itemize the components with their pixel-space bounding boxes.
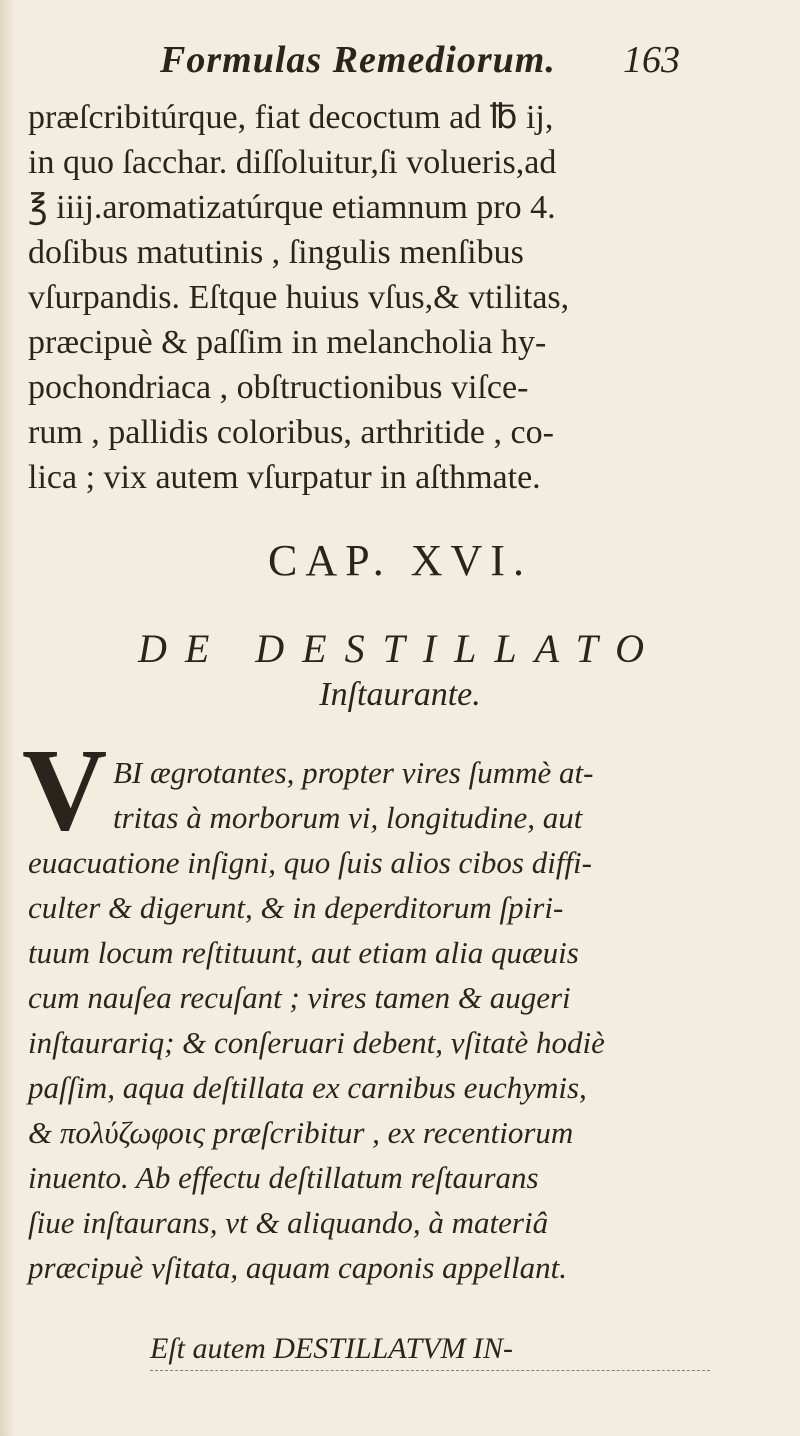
text-line: pochondriaca , obſtructionibus viſce- [28, 369, 529, 406]
text-line: doſibus matutinis , ſingulis menſibus [28, 234, 524, 271]
text-line: & πολύζωφοις præſcribitur , ex recentiorum [28, 1115, 574, 1150]
text-line: inuento. Ab effectu deſtillatum reſtaurans [28, 1160, 539, 1195]
chapter-title: DE DESTILLATO [137, 626, 663, 671]
text-line: ℥ iiij.aromatizatúrque etiamnum pro 4. [28, 189, 556, 226]
running-title: Formulas Remediorum. [160, 39, 556, 81]
text-line: inſtaurariq; & conſeruari debent, vſitatè hodiè [28, 1025, 605, 1060]
page-number: 163 [623, 39, 680, 81]
text-line: rum , pallidis coloribus, arthritide , co- [28, 414, 554, 451]
chapter-subtitle: Inſtaurante. [319, 676, 481, 713]
drop-cap: V [22, 724, 108, 855]
text-line: BI ægrotantes, propter vires ſummè at- [113, 755, 594, 790]
text-line: ſiue inſtaurans, vt & aliquando, à materiâ [28, 1205, 549, 1240]
text-line: lica ; vix autem vſurpatur in aſthmate. [28, 459, 541, 496]
chapter-paragraph [28, 750, 738, 1290]
text-line: præcipuè vſitata, aquam caponis appellant. [28, 1250, 568, 1285]
text-line: cum nauſea recuſant ; vires tamen & augeri [28, 980, 571, 1015]
text-line: culter & digerunt, & in deperditorum ſpiri- [28, 890, 564, 925]
text-line: in quo ſacchar. diſſoluitur,ſi volueris,ad [28, 144, 557, 181]
text-line: euacuatione inſigni, quo ſuis alios cibos diffi- [28, 845, 592, 880]
text-line: tuum locum reſtituunt, aut etiam alia quæuis [28, 935, 579, 970]
text-line: præcipuè & paſſim in melancholia hy- [28, 324, 547, 361]
text-line: vſurpandis. Eſtque huius vſus,& vtilitas, [28, 279, 570, 316]
text-line: paſſim, aqua deſtillata ex carnibus euchymis, [28, 1070, 587, 1105]
catchwords-line: Eſt autem DESTILLATVM IN- [150, 1332, 710, 1371]
chapter-label: CAP. XVI. [268, 536, 532, 585]
text-line: præſcribitúrque, fiat decoctum ad ℔ ij, [28, 99, 554, 136]
continued-paragraph [28, 95, 718, 500]
text-line: tritas à morborum vi, longitudine, aut [113, 800, 583, 835]
page-header [160, 38, 680, 88]
page-gutter-shadow [0, 0, 14, 1436]
